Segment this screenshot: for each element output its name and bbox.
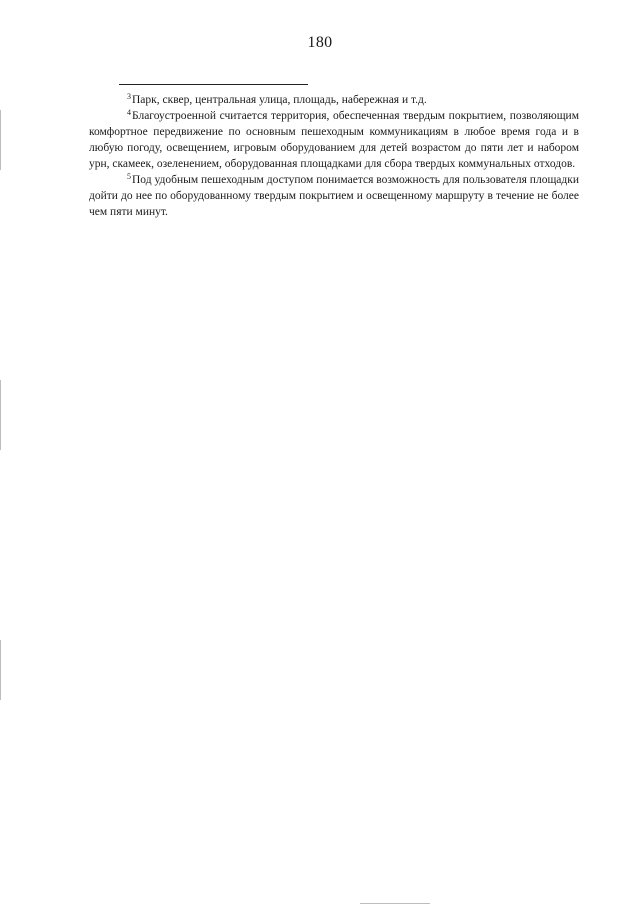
page-number: 180 (307, 34, 333, 51)
scan-edge-mark (0, 380, 1, 450)
footnote-text: Благоустроенной считается территория, обеспеченная твердым покрытием, позволяющим комфортное передвижение по основным пешеходным коммуникациям в любое время года и в любую погоду, освещением, игровым оборудованием для детей возрастом до пяти лет и набором урн, скамеек, озеленением, оборудованная площадками для сбора твердых коммунальных отходов. (89, 110, 579, 170)
footnotes-section (89, 92, 579, 220)
footnote-5 (89, 172, 579, 220)
footnote-3 (89, 92, 579, 108)
footnote-marker: 3 (127, 92, 131, 101)
footnote-text: Под удобным пешеходным доступом понимается возможность для пользователя площадки дойти до нее по оборудованному твердым покрытием и освещенному маршруту в течение не более чем пяти минут. (89, 174, 579, 218)
scan-edge-mark (0, 640, 1, 700)
footnote-marker: 5 (127, 172, 131, 181)
footnote-4 (89, 108, 579, 172)
footnote-text: Парк, сквер, центральная улица, площадь, набережная и т.д. (132, 94, 427, 106)
scan-edge-mark (360, 903, 430, 904)
footnote-marker: 4 (127, 108, 131, 117)
footnote-separator (119, 84, 308, 85)
scan-edge-mark (0, 110, 1, 170)
